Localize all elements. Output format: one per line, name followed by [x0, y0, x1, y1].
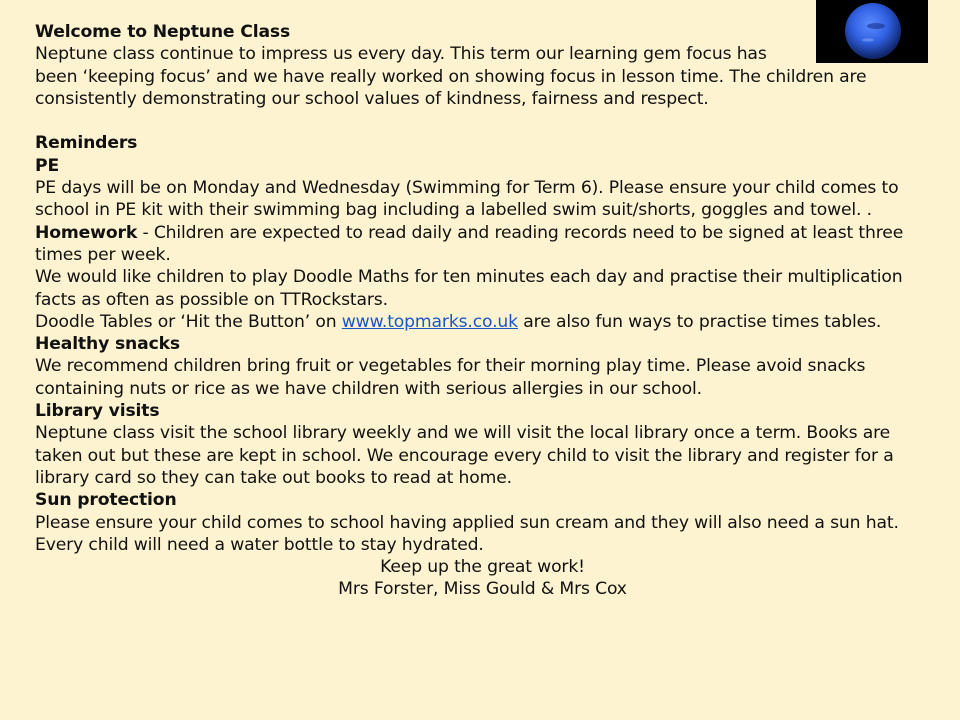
intro-line-rest: been ‘keeping focus’ and we have really worked on showing focus in lesson time. The children are consistently demonstrating our school values of kindness, fairness and respect.	[35, 66, 867, 109]
doodle-tables-text-before: Doodle Tables or ‘Hit the Button’ on	[35, 311, 342, 332]
sun-heading: Sun protection	[35, 490, 177, 511]
newsletter-content	[35, 21, 930, 601]
doodle-tables-text-after: are also fun ways to practise times tables.	[517, 311, 882, 332]
signature: Mrs Forster, Miss Gould & Mrs Cox	[338, 579, 627, 600]
closing-message: Keep up the great work!	[380, 557, 585, 578]
homework-heading: Homework	[35, 222, 138, 243]
doodle-maths-text: We would like children to play Doodle Maths for ten minutes each day and practise their multiplication facts as often as possible on TTRockstars.	[35, 267, 903, 310]
homework-paragraph	[35, 222, 930, 267]
intro-line-1: Neptune class continue to impress us every day. This term our learning gem focus has	[35, 44, 767, 65]
library-heading: Library visits	[35, 401, 160, 422]
topmarks-link[interactable]: www.topmarks.co.uk	[341, 311, 518, 332]
reminders-heading: Reminders	[35, 133, 138, 154]
snacks-text: We recommend children bring fruit or vegetables for their morning play time. Please avoid snacks containing nuts or rice as we have children with serious allergies in our school.	[35, 356, 866, 399]
pe-heading: PE	[35, 155, 60, 176]
pe-text: PE days will be on Monday and Wednesday (Swimming for Term 6). Please ensure your child comes to school in PE kit with their swimming bag including a labelled swim suit/shorts, goggles and towel. .	[35, 178, 899, 221]
doodle-tables-paragraph	[35, 311, 930, 333]
sun-text: Please ensure your child comes to school having applied sun cream and they will also need a sun hat. Every child will need a water bottle to stay hydrated.	[35, 512, 899, 555]
intro-paragraph	[35, 43, 930, 110]
snacks-heading: Healthy snacks	[35, 334, 180, 355]
homework-text: - Children are expected to read daily and reading records need to be signed at least three times per week.	[35, 222, 904, 265]
page-title: Welcome to Neptune Class	[35, 22, 291, 42]
spacer	[35, 110, 930, 132]
library-text: Neptune class visit the school library weekly and we will visit the local library once a term. Books are taken out but these are kept in school. We encourage every child to visit the library and register for a library card so they can take out books to read at home.	[35, 423, 894, 488]
